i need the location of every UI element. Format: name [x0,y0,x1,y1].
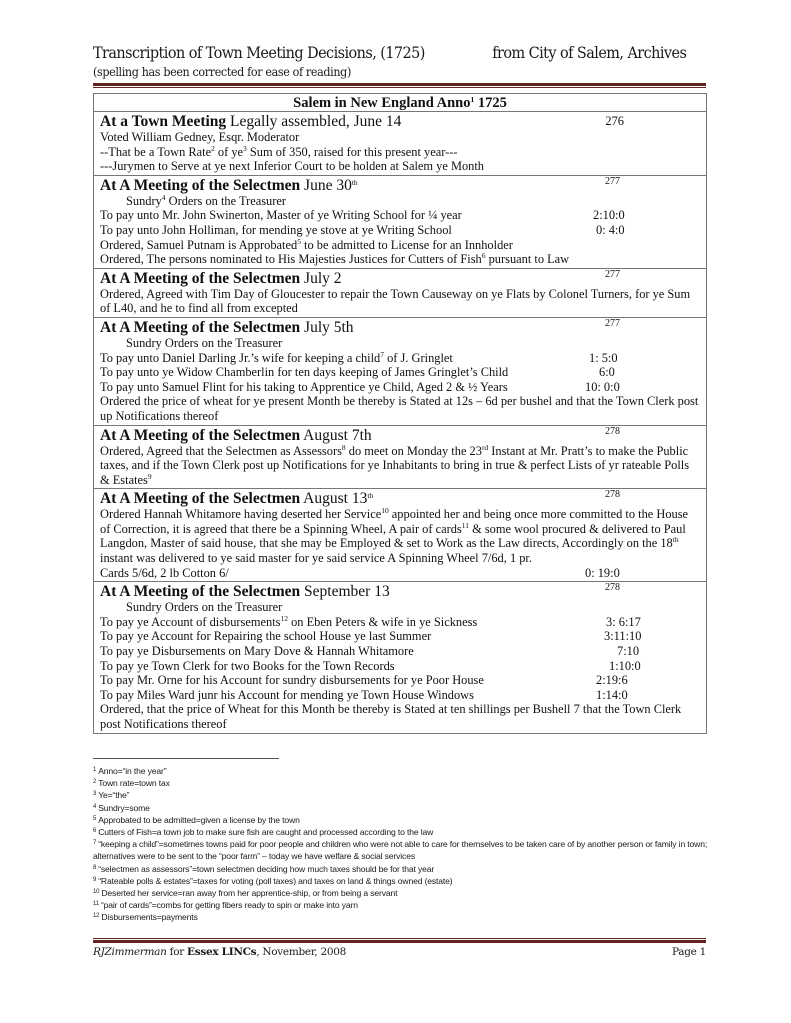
paragraph: Ordered, that the price of Wheat for this Month be thereby is Stated at ten shillings per Bushell 7 that the Town Clerk post Notifications thereof [100,702,682,731]
footnote-ref[interactable]: 12 [280,613,288,623]
archive-page-ref: 277 [605,268,620,280]
paragraph [100,444,700,488]
footnote [93,875,713,887]
footnote-ref[interactable]: 7 [380,349,385,359]
line-text: Cards 5/6d, 2 lb Cotton 6/ [100,565,229,580]
payment-line [100,629,700,644]
line-text: of J. Gringlet [384,350,453,365]
footnote-ref[interactable]: 3 [243,143,247,153]
footnote-number: 7 [93,840,97,847]
archive-page-ref: 277 [605,175,620,187]
line-text: To pay unto Samuel Flint for his taking to Apprentice ye Child, Aged 2 & ½ Years [100,379,508,394]
footnote-ref[interactable]: 4 [161,192,166,202]
page-footer [93,946,706,958]
text-line [100,159,700,174]
heading-bold: At a Town Meeting [100,113,227,130]
meeting-section [94,269,706,318]
amount: 1: 5:0 [589,350,618,365]
line-text: --That be a Town Rate [100,144,212,159]
paragraph-text: Ordered, Agreed that the Selectmen as Assessors [100,443,342,458]
meeting-section [94,176,706,269]
footnote [93,826,713,838]
footnote [93,777,713,789]
line-text: To pay Mr. Orne for his Account for sundry disbursements for ye Poor House [100,673,484,688]
footnote-text: Cutters of Fish=a town job to make sure fish are caught and processed according to the law [98,827,434,838]
heading-bold: At A Meeting of the Selectmen [100,426,301,444]
text-line [100,600,700,615]
heading-bold: At A Meeting of the Selectmen [100,269,301,287]
line-text: Sum of 350, raised for this present year--- [246,144,458,159]
heading-date: June 30 [300,176,352,194]
paragraph: Ordered, Agreed with Tim Day of Gloucester to repair the Town Causeway on ye Flats by Colonel Turners, for ye Sum of L40, and he to find all from excepted [100,286,691,316]
date-suffix: th [351,177,358,187]
line-text: To pay Miles Ward junr his Account for mending ye Town House Windows [100,687,474,702]
line-text: Voted William Gedney, Esqr. Moderator [100,130,300,144]
meeting-section [94,318,706,426]
footnote [93,887,713,899]
line-text: To pay unto Mr. John Swinerton, Master of ye Writing School for ¼ year [100,208,462,223]
footer-for: for [166,946,188,958]
paragraph-text: instant was delivered to ye said master for ye said service A Spinning Wheel 7/6d, 1 pr. [100,551,532,566]
text-line [100,194,700,209]
footnote-text: Sundry=some [98,802,150,813]
footnote [93,911,713,923]
line-text: to be admitted to License for an Innholder [300,237,513,252]
footnote-ref[interactable]: 6 [481,251,486,261]
heading-date: August 7th [300,426,372,444]
amount: 1:10:0 [609,658,641,673]
footnote [93,863,713,875]
date-suffix: th [367,491,374,501]
footnote-text: “selectmen as assessors”=town selectmen deciding how much taxes should be for that year [98,863,435,874]
line-text: Orders on the Treasurer [165,193,287,208]
footnote-ref[interactable]: 10 [381,506,389,516]
text-line [100,130,700,145]
footnote [93,765,713,777]
heading-date: July 2 [300,269,342,287]
header-title: Transcription of Town Meeting Decisions, (1725) [93,44,425,62]
amount: 6:0 [599,365,615,380]
meeting-section [94,426,706,490]
archive-page-ref: 276 [605,114,624,128]
paragraph-text: Ordered Hannah Whitamore having deserted her Service [100,507,382,522]
footnote-text: “pair of cards”=combs for getting fibers ready to spin or make into yarn [100,900,358,911]
meeting-section [94,489,706,582]
archive-page-ref: 278 [605,425,620,437]
heading-date: August 13 [300,490,368,508]
text-line [100,252,700,267]
heading-bold: At A Meeting of the Selectmen [100,490,301,508]
amount: 3: 6:17 [606,614,641,629]
text-line [100,238,700,253]
footnote-text: Anno=“in the year” [98,766,167,776]
line-text: ---Jurymen to Serve at ye next Inferior Court to be holden at Salem ye Month [100,159,485,174]
archive-page-ref: 278 [605,489,620,501]
footnote [93,838,713,862]
footer-rule [93,938,706,943]
footnote [93,802,713,814]
payment-line [100,644,700,659]
payment-line [100,351,700,366]
paragraph-text: Instant at Mr. Pratt’s to make the Public taxes, and if the Town Clerk post up Notifications for ye Inhabitants to bring in true & perfect Lists of yr rateable Polls & Estates [100,443,690,487]
footnote [93,789,713,801]
footer-org: Essex LINCs [187,946,257,958]
amount: 7:10 [617,644,640,659]
paragraph [100,507,700,565]
payment-line [100,659,700,674]
footnote-text: Deserted her service=ran away from her apprentice-ship, or from being a servant [101,888,398,899]
title-year: 1725 [474,95,507,111]
text-line [100,336,700,351]
document-title [94,94,706,112]
meeting-section [94,112,706,176]
paragraph-text: do meet on Monday the 23 [345,443,482,458]
footnote-number: 12 [93,913,100,920]
meeting-section [94,582,706,732]
text-line [100,145,700,160]
line-text: of ye [214,144,244,159]
paragraph-text: & some wool procured & delivered to Paul Langdon, Master of said house, that she may be Employed & set to Work as the Law directs, Accordingly on the 18 [100,521,686,551]
line-text: To pay ye Disbursements on Mary Dove & Hannah Whitamore [100,644,414,659]
footnote-number: 2 [93,779,97,786]
payment-line [100,223,700,238]
amount: 10: 0:0 [585,379,620,394]
transcription-table [93,93,707,734]
amount: 2:10:0 [593,208,625,223]
line-text: To pay unto John Holliman, for mending ye stove at ye Writing School [100,222,452,237]
footnote-text: “keeping a child”=sometimes towns paid for poor people and children who were not able to care for themselves to be taken care of by another person or family in town; alternatives were to be sent to the “poor farm” – today we have welfare & social services [93,839,708,862]
heading-date: July 5th [300,318,354,336]
footnote-ref[interactable]: 1 [470,95,475,104]
footnote-number: 6 [93,828,97,835]
footnote-ref[interactable]: 9 [147,471,152,481]
line-text: To pay unto ye Widow Chamberlin for ten days keeping of James Gringlet’s Child [100,365,509,380]
footnotes [93,765,713,924]
footnote [93,814,713,826]
heading-bold: At A Meeting of the Selectmen [100,176,301,194]
amount: 0: 19:0 [585,565,620,580]
footer-author: RJZimmerman [93,946,167,958]
line-text: To pay ye Account of disbursements [100,614,281,629]
footnote-number: 4 [93,803,97,810]
amount: 0: 4:0 [596,222,625,237]
payment-line [100,380,700,395]
footer-date: , November, 2008 [256,946,346,958]
line-text: Sundry Orders on the Treasurer [126,600,283,615]
payment-line [100,615,700,630]
heading-date: September 13 [300,583,390,601]
archive-page-ref: 277 [605,317,620,329]
amount: 1:14:0 [596,687,628,702]
page-header [93,44,707,62]
header-source: from City of Salem, Archives [492,44,687,62]
line-text: Ordered, Samuel Putnam is Approbated [100,237,298,252]
footnote-separator [93,758,279,759]
heading-bold: At A Meeting of the Selectmen [100,583,301,601]
footnote-number: 9 [93,876,97,883]
footnote-text: Town rate=town tax [98,778,170,789]
payment-line [100,566,700,581]
line-text: Sundry [126,193,162,208]
amount: 3:11:10 [604,629,642,644]
footnote-number: 11 [93,901,99,908]
meeting-sections [94,112,706,733]
payment-line [100,688,700,703]
line-text: To pay ye Town Clerk for two Books for the Town Records [100,658,395,673]
footnote-ref[interactable]: 8 [341,442,346,452]
archive-page-ref: 278 [605,582,620,594]
footnote-text: Disbursements=payments [101,912,198,923]
page-number: Page 1 [671,946,706,958]
line-text: Sundry Orders on the Treasurer [126,335,283,350]
paragraph-text: appointed her and being once more committed to the House of Correction, it is agreed that there be a Spinning Wheel, A pair of cards [100,507,689,536]
footnote-ref[interactable]: 2 [211,143,215,153]
payment-line [100,365,700,380]
payment-line [100,673,700,688]
footnote-number: 10 [93,889,100,896]
footnote-number: 5 [93,815,97,822]
footnote-number: 8 [93,864,97,871]
footnote-ref[interactable]: 5 [297,236,301,246]
footnote-ref[interactable]: rd [481,442,489,452]
header-subtitle: (spelling has been corrected for ease of reading) [93,65,351,79]
footnote-text: “Rateable polls & estates”=taxes for voting (poll taxes) and taxes on land & things owned (estate) [98,875,453,886]
line-text: pursuant to Law [485,252,570,267]
footnote-text: Ye=“the” [98,790,130,801]
line-text: To pay ye Account for Repairing the school House ye last Summer [100,629,432,644]
heading-date: Legally assembled, June 14 [226,113,402,130]
footnote-text: Approbated to be admitted=given a license by the town [98,814,300,825]
amount: 2:19:6 [596,673,628,688]
footnote-ref[interactable]: th [672,535,679,545]
line-text: on Eben Peters & wife in ye Sickness [287,614,478,629]
line-text: Ordered, The persons nominated to His Majesties Justices for Cutters of Fish [100,252,482,267]
heading-bold: At A Meeting of the Selectmen [100,318,301,336]
title-text: Salem in New England Anno [293,95,471,111]
footnote-ref[interactable]: 11 [461,520,469,530]
footnote [93,899,713,911]
paragraph: Ordered the price of wheat for ye present Month be thereby is Stated at 12s – 6d per bushel and that the Town Clerk post up Notifications thereof [100,394,699,423]
footer-credit [93,946,346,958]
footnote-number: 1 [93,767,97,773]
footnote-number: 3 [93,791,97,798]
header-rule [93,83,706,88]
line-text: To pay unto Daniel Darling Jr.’s wife for keeping a child [100,350,381,365]
payment-line [100,208,700,223]
